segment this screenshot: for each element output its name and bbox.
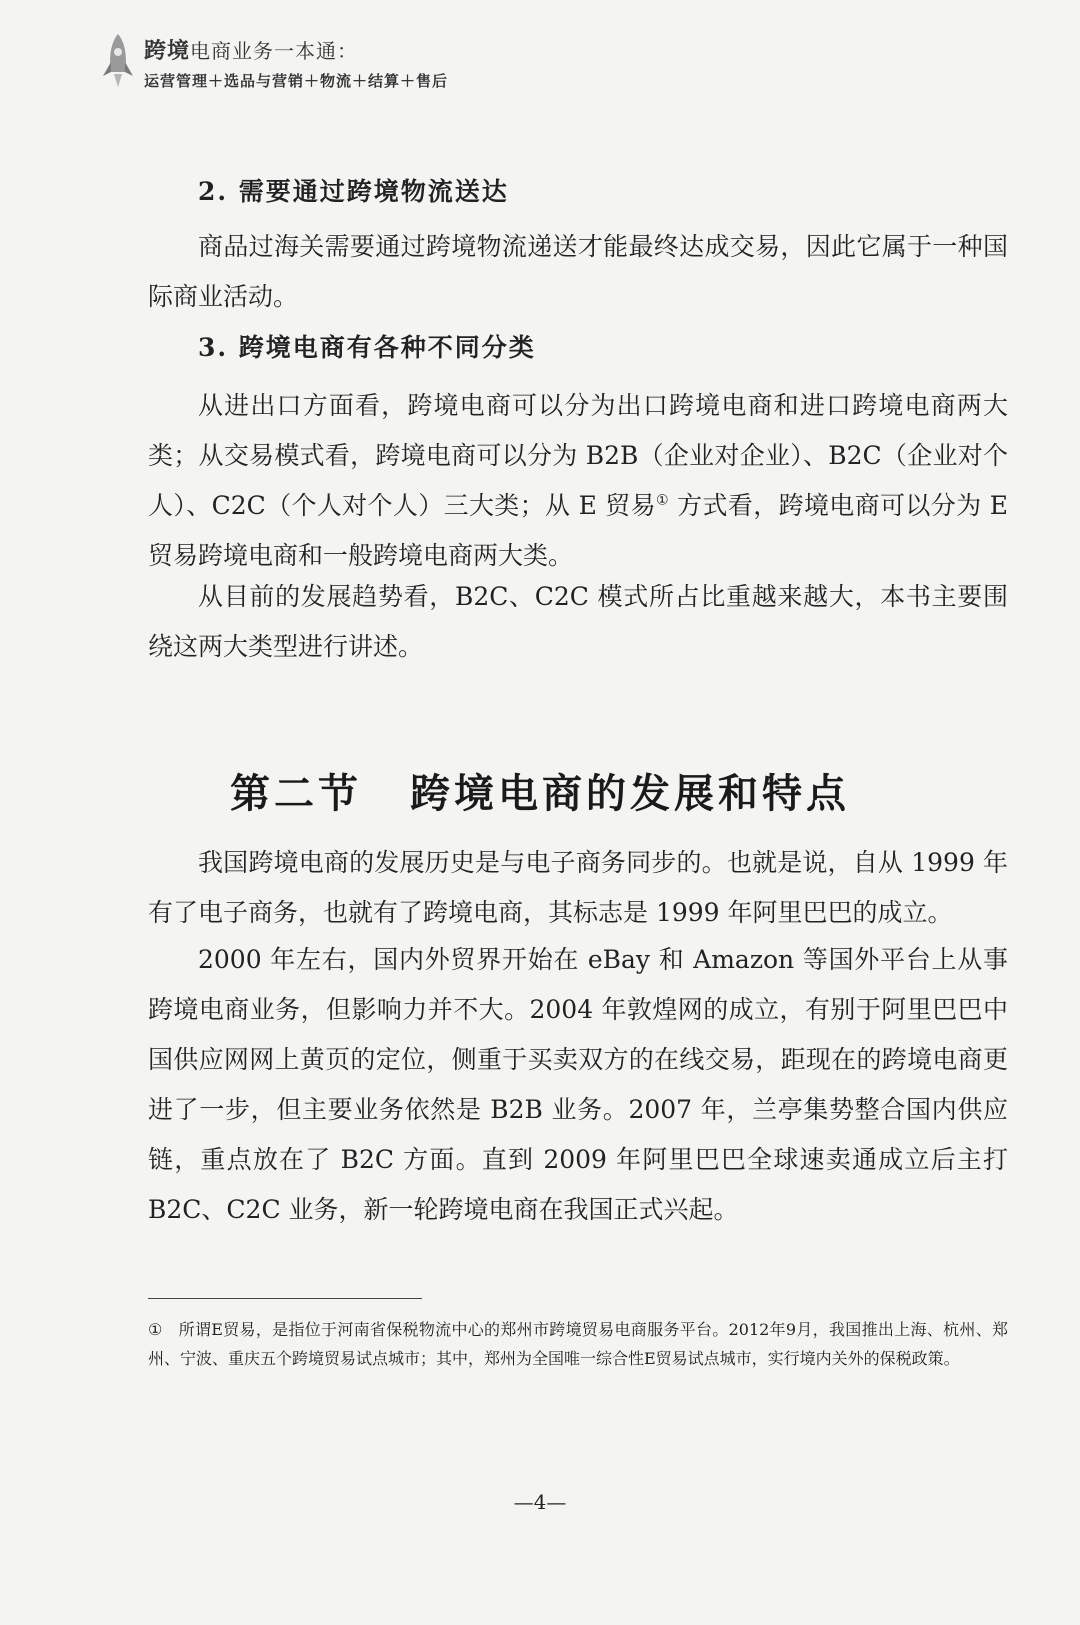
section-number: 第二节 [230, 771, 362, 817]
book-title-rest: 电商业务一本通： [190, 39, 359, 63]
page-number: —4— [513, 1490, 567, 1514]
subheading-3: 3. 跨境电商有各种不同分类 [198, 333, 536, 362]
book-subtitle: 运营管理＋选品与营销＋物流＋结算＋售后 [144, 72, 449, 90]
footnote [148, 1315, 1008, 1373]
footnote-ref[interactable]: ① [655, 492, 669, 509]
paragraph-1: 商品过海关需要通过跨境物流递送才能最终达成交易，因此它属于一种国际商业活动。 [148, 232, 1008, 311]
footnote-text: 所谓E贸易，是指位于河南省保税物流中心的郑州市跨境贸易电商服务平台。2012年9月，我国推出上海、杭州、郑州、宁波、重庆五个跨境贸易试点城市；其中，郑州为全国唯一综合性E贸易试点城市，实行境内关外的保税政策。 [148, 1320, 1008, 1368]
book-title-bold: 跨境 [144, 38, 191, 64]
section-title: 跨境电商的发展和特点 [410, 771, 850, 817]
paragraph-3: 从目前的发展趋势看，B2C、C2C 模式所占比重越来越大，本书主要围绕这两大类型进行讲述。 [148, 582, 1008, 661]
paragraph-2 [148, 381, 1008, 581]
footnote-mark: ① [148, 1320, 163, 1339]
section-heading [0, 762, 1080, 819]
rocket-icon [100, 32, 136, 90]
subheading-2: 2. 需要通过跨境物流送达 [198, 177, 509, 206]
footnote-divider [148, 1298, 422, 1299]
paragraph-5: 2000 年左右，国内外贸界开始在 eBay 和 Amazon 等国外平台上从事跨境电商业务，但影响力并不大。2004 年敦煌网的成立，有别于阿里巴巴中国供应网网上黄页的定位，侧重于买卖双方的在线交易，距现在的跨境电商更进了一步，但主要业务依然是 B2B 业务。2007 年，兰亭集势整合国内供应链，重点放在了 B2C 方面。直到 2009 年阿里巴巴全球速卖通成立后主打 B2C、C2C 业务，新一轮跨境电商在我国正式兴起。 [148, 945, 1008, 1224]
paragraph-2-part1: 从进出口方面看，跨境电商可以分为出口跨境电商和进口跨境电商两大类；从交易模式看，跨境电商可以分为 B2B（企业对企业）、B2C（企业对个人）、C2C（个人对个人）三大类；从 E 贸易 [148, 391, 1008, 520]
paragraph-4: 我国跨境电商的发展历史是与电子商务同步的。也就是说，自从 1999 年有了电子商务，也就有了跨境电商，其标志是 1999 年阿里巴巴的成立。 [148, 848, 1008, 927]
book-title [144, 34, 358, 65]
paragraph-2-part2: 方式看，跨境电商可以分为 E 贸易跨境电商和一般跨境电商两大类。 [148, 491, 1008, 570]
